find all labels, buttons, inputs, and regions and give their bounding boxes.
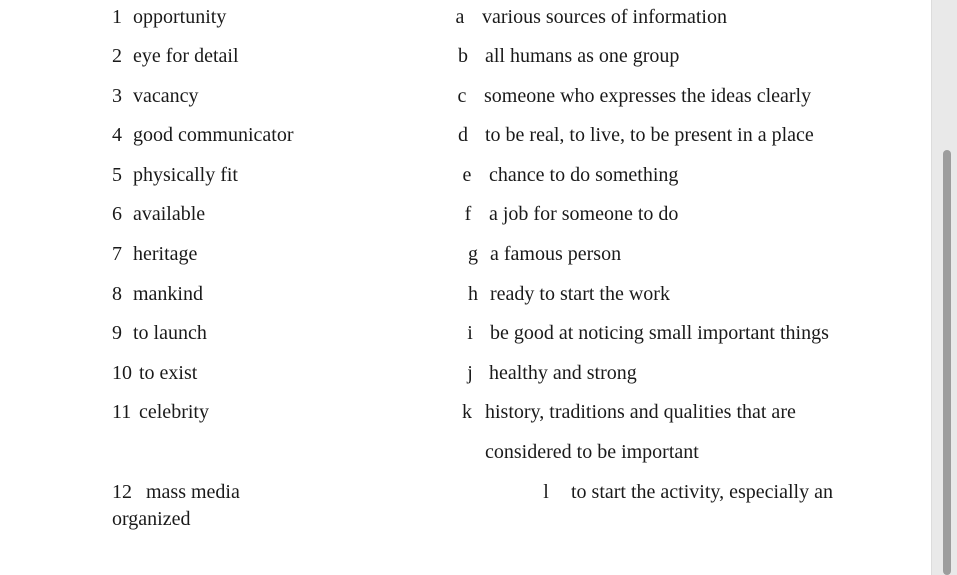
definition-text: someone who expresses the ideas clearly — [484, 85, 812, 107]
term-text: to exist — [139, 362, 198, 384]
definition-text: ready to start the work — [490, 283, 670, 305]
definition-letter: d — [458, 124, 468, 146]
definition-letter: c — [457, 85, 467, 107]
definition-text: history, traditions and qualities that are — [485, 401, 796, 423]
definition-letter: k — [462, 401, 472, 423]
definition-letter: b — [458, 45, 468, 67]
term-number: 2 — [112, 45, 122, 67]
term-text: eye for detail — [133, 45, 239, 67]
term-number: 9 — [112, 322, 122, 344]
term-text: heritage — [133, 243, 198, 265]
term-text: vacancy — [133, 85, 199, 107]
term-text: celebrity — [139, 401, 209, 423]
term-text: good communicator — [133, 124, 294, 146]
definition-text: to be real, to live, to be present in a place — [485, 124, 814, 146]
term-number: 4 — [112, 124, 122, 146]
term-text: opportunity — [133, 6, 227, 28]
term-number: 8 — [112, 283, 122, 305]
vertical-scrollbar[interactable] — [931, 0, 957, 575]
definition-letter: e — [462, 164, 472, 186]
term-number: 6 — [112, 203, 122, 225]
definition-letter: h — [468, 283, 478, 305]
definition-letter: a — [455, 6, 465, 28]
scrollbar-thumb[interactable] — [943, 150, 951, 575]
term-text: mankind — [133, 283, 203, 305]
definition-text: various sources of information — [482, 6, 727, 28]
term-text: to launch — [133, 322, 207, 344]
term-number: 11 — [112, 401, 132, 423]
term-continuation: organized — [112, 508, 191, 530]
definition-letter: f — [464, 203, 472, 225]
definition-letter: i — [467, 322, 473, 344]
definition-text: be good at noticing small important things — [490, 322, 829, 344]
term-number: 5 — [112, 164, 122, 186]
term-text: available — [133, 203, 206, 225]
term-number: 12 — [112, 481, 132, 503]
definition-text: a job for someone to do — [489, 203, 679, 225]
term-text: physically fit — [133, 164, 238, 186]
definition-letter: j — [467, 362, 473, 384]
term-number: 1 — [112, 6, 122, 28]
term-number: 7 — [112, 243, 122, 265]
definition-text: a famous person — [490, 243, 622, 265]
definition-text: healthy and strong — [489, 362, 637, 384]
term-number: 10 — [112, 362, 132, 384]
definition-letter: g — [468, 243, 478, 265]
definition-text: to start the activity, especially an — [571, 481, 833, 503]
definition-text: chance to do something — [489, 164, 679, 186]
term-number: 3 — [112, 85, 122, 107]
definition-letter: l — [543, 481, 549, 503]
term-text: mass media — [146, 481, 240, 503]
definition-continuation: considered to be important — [485, 441, 699, 463]
definition-text: all humans as one group — [485, 45, 680, 67]
